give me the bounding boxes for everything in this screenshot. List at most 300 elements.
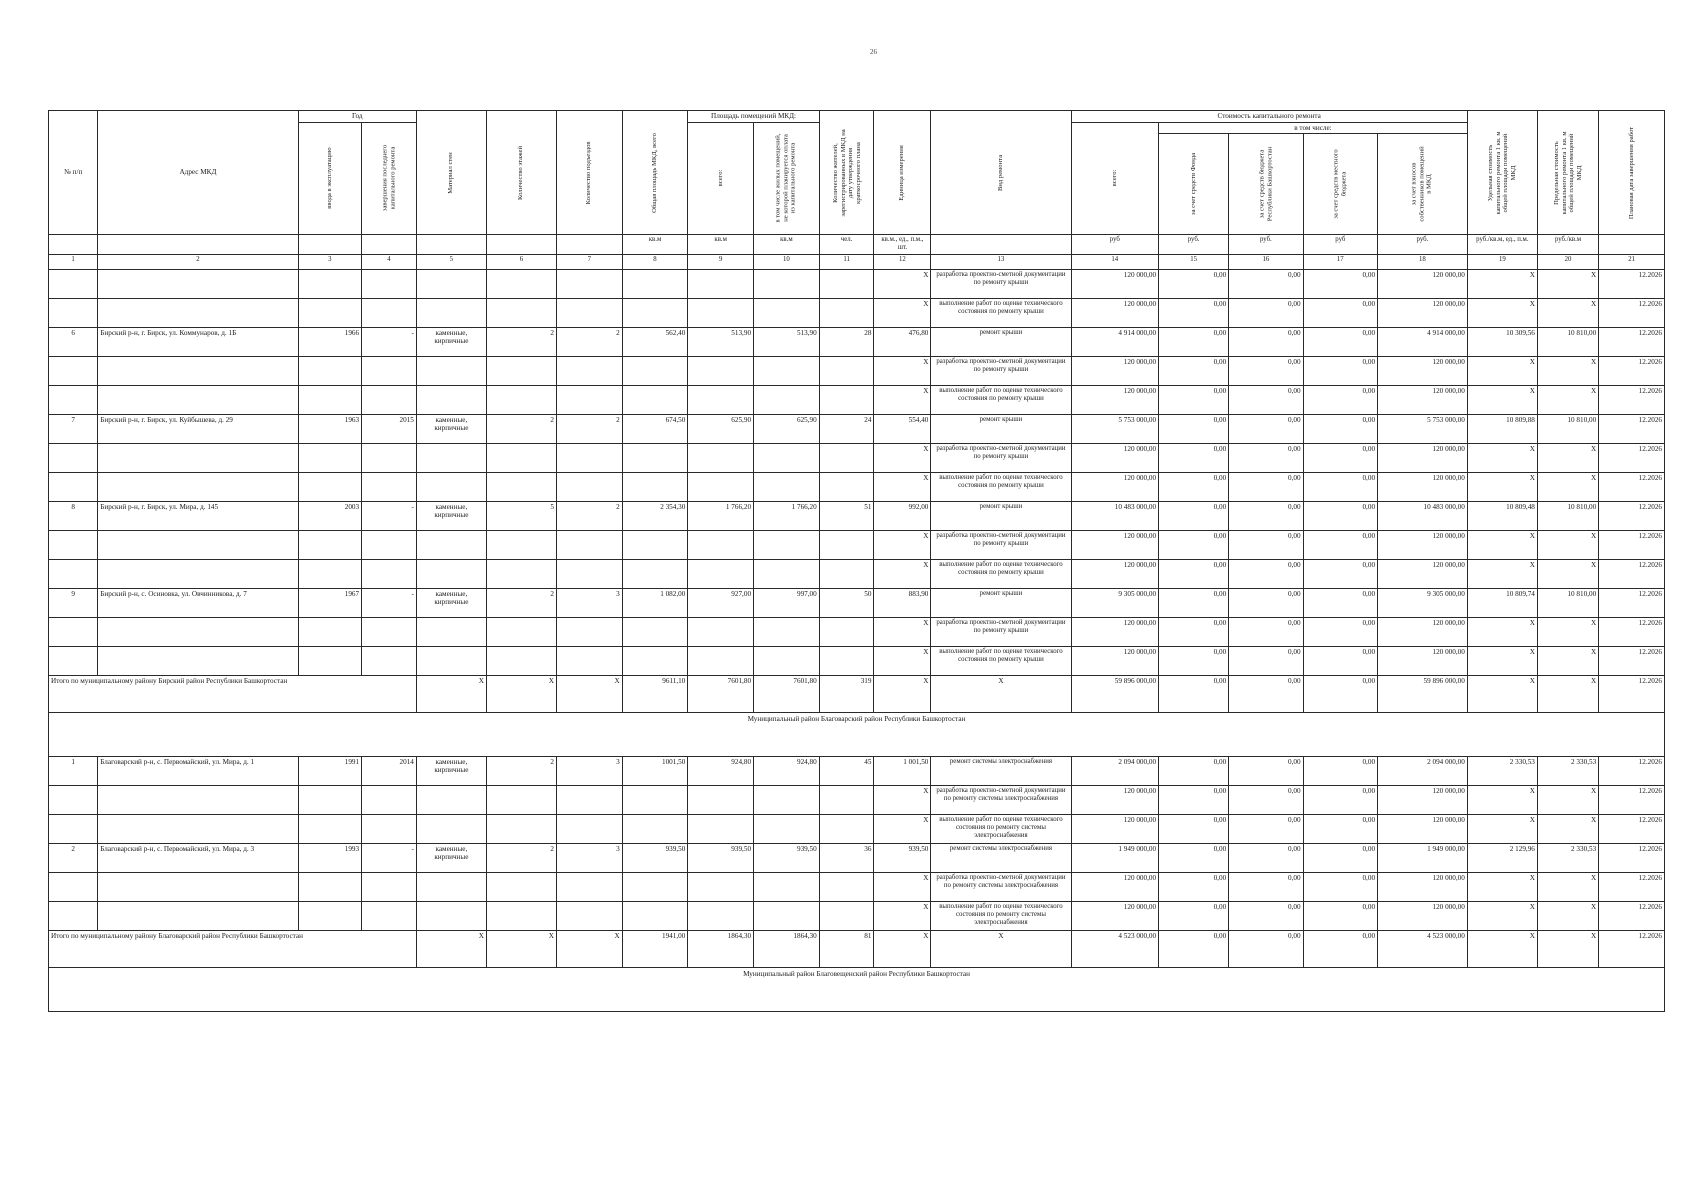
cell-cost-total: 120 000,00	[1071, 472, 1159, 501]
cell-cost-fund: 0,00	[1159, 930, 1229, 967]
cell-cost-total: 120 000,00	[1071, 443, 1159, 472]
table-row-building	[49, 756, 1665, 785]
cell-cost-local: руб	[1303, 235, 1377, 254]
table-row-subwork	[49, 472, 1665, 501]
cell-cost-fund: 0,00	[1159, 559, 1229, 588]
cell-entrances: X	[556, 930, 622, 967]
cell-floors	[486, 298, 556, 327]
cell-plan-date: 12.2026	[1599, 530, 1665, 559]
cell-premises-repair	[754, 559, 820, 588]
cell-num: 7	[49, 414, 98, 443]
cell-entrances	[556, 814, 622, 843]
cell-cost-owners: 120 000,00	[1378, 814, 1468, 843]
cell-cost-local: 0,00	[1303, 814, 1377, 843]
cell-year-commission	[298, 235, 361, 254]
cell-total-area: 1941,00	[622, 930, 688, 967]
cell-unit-cost: X	[1467, 385, 1537, 414]
table-row-subwork	[49, 901, 1665, 930]
page-number: 26	[870, 48, 877, 56]
cell-year-commission	[298, 356, 361, 385]
header-floors: Количество этажей	[486, 111, 556, 235]
cell-cost-fund: 0,00	[1159, 872, 1229, 901]
cell-premises-total: кв.м	[688, 235, 754, 254]
cell-year-commission	[298, 443, 361, 472]
cell-cost-owners: 120 000,00	[1378, 356, 1468, 385]
cell-cost-total: 120 000,00	[1071, 646, 1159, 675]
cell-repair-type: ремонт крыши	[931, 588, 1071, 617]
cell-cost-fund: 0,00	[1159, 588, 1229, 617]
cell-entrances	[556, 901, 622, 930]
cell-premises-total	[688, 298, 754, 327]
cell-cost-total: 120 000,00	[1071, 559, 1159, 588]
cell-unit: X	[874, 675, 931, 712]
cell-year-commission	[298, 385, 361, 414]
cell-limit-cost: X	[1537, 901, 1598, 930]
cell-num	[49, 385, 98, 414]
cell-floors: 2	[486, 327, 556, 356]
cell-unit: X	[874, 269, 931, 298]
cell-address	[98, 356, 298, 385]
cell-premises-total	[688, 530, 754, 559]
cell-year-last-repair	[362, 559, 417, 588]
cell-premises-repair	[754, 443, 820, 472]
cell-unit-cost: X	[1467, 646, 1537, 675]
cell-cost-local: 0,00	[1303, 269, 1377, 298]
cell-cost-republic: 0,00	[1229, 930, 1303, 967]
header-total-area: Общая площадь МКД, всего	[622, 111, 688, 235]
cell-cost-total: 5 753 000,00	[1071, 414, 1159, 443]
cell-cost-owners: 10 483 000,00	[1378, 501, 1468, 530]
table-row-total	[49, 675, 1665, 712]
cell-cost-local: 0,00	[1303, 930, 1377, 967]
cell-floors: 2	[486, 588, 556, 617]
cell-repair-type: разработка проектно-сметной документации по ремонту крыши	[931, 356, 1071, 385]
capital-repair-table	[48, 110, 1665, 1012]
cell-premises-repair: 924,80	[754, 756, 820, 785]
cell-entrances: X	[556, 675, 622, 712]
cell-plan-date: 12.2026	[1599, 269, 1665, 298]
cell-year-commission	[298, 472, 361, 501]
cell-premises-total	[688, 646, 754, 675]
cell-total-area	[622, 443, 688, 472]
cell-repair-type: выполнение работ по оценке технического состояния по ремонту крыши	[931, 646, 1071, 675]
cell-premises-total: 924,80	[688, 756, 754, 785]
cell-limit-cost: X	[1537, 443, 1598, 472]
cell-limit-cost: X	[1537, 646, 1598, 675]
cell-cost-owners: 120 000,00	[1378, 901, 1468, 930]
table-row-building	[49, 327, 1665, 356]
cell-limit-cost: X	[1537, 675, 1598, 712]
cell-year-last-repair	[362, 646, 417, 675]
cell-plan-date: 12.2026	[1599, 872, 1665, 901]
cell-num	[49, 472, 98, 501]
cell-residents: чел.	[819, 235, 874, 254]
cell-cost-owners: 120 000,00	[1378, 385, 1468, 414]
cell-cost-local: 0,00	[1303, 901, 1377, 930]
cell-cost-owners: 1 949 000,00	[1378, 843, 1468, 872]
cell-year-last-repair: 2014	[362, 756, 417, 785]
cell-cost-local: 17	[1303, 254, 1377, 269]
cell-residents: 319	[819, 675, 874, 712]
cell-cost-owners: 4 523 000,00	[1378, 930, 1468, 967]
cell-total-area	[622, 356, 688, 385]
cell-residents: 51	[819, 501, 874, 530]
header-year-commission: ввода в эксплуатацию	[298, 122, 361, 235]
cell-address	[98, 646, 298, 675]
cell-entrances	[556, 559, 622, 588]
cell-limit-cost: X	[1537, 930, 1598, 967]
cell-num	[49, 530, 98, 559]
cell-floors	[486, 385, 556, 414]
cell-cost-owners: 9 305 000,00	[1378, 588, 1468, 617]
cell-floors	[486, 617, 556, 646]
header-wall-material: Материал стен	[416, 111, 486, 235]
cell-plan-date: 12.2026	[1599, 785, 1665, 814]
cell-repair-type: выполнение работ по оценке технического состояния по ремонту крыши	[931, 298, 1071, 327]
cell-cost-republic: 0,00	[1229, 385, 1303, 414]
cell-unit-cost: X	[1467, 675, 1537, 712]
cell-cost-local: 0,00	[1303, 646, 1377, 675]
cell-residents	[819, 814, 874, 843]
cell-total-area: 1 082,00	[622, 588, 688, 617]
cell-limit-cost: 2 330,53	[1537, 843, 1598, 872]
cell-premises-repair: кв.м	[754, 235, 820, 254]
cell-entrances	[556, 785, 622, 814]
table-row-subwork	[49, 269, 1665, 298]
cell-unit: 883,90	[874, 588, 931, 617]
table-row-subwork	[49, 385, 1665, 414]
cell-unit-cost: 10 809,74	[1467, 588, 1537, 617]
cell-residents	[819, 443, 874, 472]
table-row-subwork	[49, 356, 1665, 385]
cell-limit-cost: 10 810,00	[1537, 414, 1598, 443]
cell-premises-total: 9	[688, 254, 754, 269]
cell-total-area: кв.м	[622, 235, 688, 254]
section-heading-row	[49, 967, 1665, 1011]
table-row-building	[49, 414, 1665, 443]
cell-cost-owners: 120 000,00	[1378, 872, 1468, 901]
cell-address	[98, 235, 298, 254]
cell-num	[49, 901, 98, 930]
cell-num	[49, 785, 98, 814]
cell-unit-cost: X	[1467, 814, 1537, 843]
total-label: Итого по муниципальному району Благоварский район Республики Башкортостан	[49, 930, 417, 967]
cell-address	[98, 901, 298, 930]
cell-address	[98, 443, 298, 472]
cell-cost-local: 0,00	[1303, 298, 1377, 327]
cell-year-last-repair: 4	[362, 254, 417, 269]
cell-cost-total: 120 000,00	[1071, 269, 1159, 298]
cell-residents: 50	[819, 588, 874, 617]
cell-cost-owners: 120 000,00	[1378, 269, 1468, 298]
cell-wall-material: каменные, кирпичные	[416, 501, 486, 530]
cell-premises-total	[688, 356, 754, 385]
cell-cost-fund: 0,00	[1159, 501, 1229, 530]
cell-address: Благоварский р-н, с. Первомайский, ул. Мира, д. 3	[98, 843, 298, 872]
cell-entrances	[556, 617, 622, 646]
cell-unit: X	[874, 443, 931, 472]
cell-total-area: 562,40	[622, 327, 688, 356]
cell-cost-fund: 0,00	[1159, 414, 1229, 443]
cell-residents	[819, 530, 874, 559]
cell-premises-repair: 939,50	[754, 843, 820, 872]
cell-premises-repair	[754, 530, 820, 559]
header-row-1	[49, 111, 1665, 123]
cell-unit-cost: X	[1467, 269, 1537, 298]
cell-limit-cost: X	[1537, 269, 1598, 298]
section-heading: Муниципальный район Благовещенский район Республики Башкортостан	[49, 967, 1665, 1011]
cell-year-commission	[298, 298, 361, 327]
cell-cost-owners: 120 000,00	[1378, 530, 1468, 559]
table-row-subwork	[49, 617, 1665, 646]
cell-premises-total: 939,50	[688, 843, 754, 872]
cell-total-area	[622, 472, 688, 501]
cell-premises-total	[688, 385, 754, 414]
cell-premises-total	[688, 785, 754, 814]
cell-unit-cost: X	[1467, 472, 1537, 501]
cell-unit: X	[874, 472, 931, 501]
cell-address	[98, 872, 298, 901]
cell-cost-fund: 0,00	[1159, 443, 1229, 472]
cell-unit-cost: 10 809,88	[1467, 414, 1537, 443]
header-address: Адрес МКД	[98, 111, 298, 235]
cell-address: Бирский р-н, г. Бирск, ул. Куйбышева, д. 29	[98, 414, 298, 443]
cell-repair-type: разработка проектно-сметной документации по ремонту крыши	[931, 530, 1071, 559]
cell-residents	[819, 559, 874, 588]
table-body	[49, 111, 1665, 1012]
cell-address: Благоварский р-н, с. Первомайский, ул. Мира, д. 1	[98, 756, 298, 785]
cell-year-last-repair	[362, 530, 417, 559]
cell-floors	[486, 559, 556, 588]
cell-cost-total: 120 000,00	[1071, 814, 1159, 843]
cell-unit-cost: 2 330,53	[1467, 756, 1537, 785]
cell-address: Бирский р-н, г. Бирск, ул. Мира, д. 145	[98, 501, 298, 530]
cell-entrances: 2	[556, 414, 622, 443]
cell-num: 6	[49, 327, 98, 356]
cell-residents	[819, 472, 874, 501]
cell-premises-total	[688, 872, 754, 901]
table-row-subwork	[49, 530, 1665, 559]
cell-cost-republic: 0,00	[1229, 443, 1303, 472]
cell-total-area	[622, 785, 688, 814]
cell-residents	[819, 298, 874, 327]
cell-cost-fund: 0,00	[1159, 385, 1229, 414]
cell-entrances	[556, 385, 622, 414]
cell-premises-total	[688, 269, 754, 298]
cell-address	[98, 559, 298, 588]
cell-cost-owners: 120 000,00	[1378, 559, 1468, 588]
cell-residents: 45	[819, 756, 874, 785]
cell-wall-material: каменные, кирпичные	[416, 843, 486, 872]
cell-cost-total: 120 000,00	[1071, 385, 1159, 414]
cell-total-area	[622, 269, 688, 298]
cell-premises-repair: 997,00	[754, 588, 820, 617]
cell-cost-total: 9 305 000,00	[1071, 588, 1159, 617]
cell-num: 8	[49, 501, 98, 530]
cell-cost-owners: 120 000,00	[1378, 646, 1468, 675]
section-heading: Муниципальный район Благоварский район Республики Башкортостан	[49, 712, 1665, 756]
cell-wall-material	[416, 356, 486, 385]
cell-cost-owners: 120 000,00	[1378, 785, 1468, 814]
cell-cost-local: 0,00	[1303, 675, 1377, 712]
cell-unit: 12	[874, 254, 931, 269]
cell-cost-republic: 0,00	[1229, 756, 1303, 785]
cell-repair-type: ремонт крыши	[931, 414, 1071, 443]
cell-repair-type: ремонт системы электроснабжения	[931, 843, 1071, 872]
header-cost-incl: в том числе:	[1159, 122, 1468, 134]
cell-floors: 2	[486, 756, 556, 785]
cell-year-commission	[298, 559, 361, 588]
cell-cost-republic: 0,00	[1229, 617, 1303, 646]
cell-premises-total	[688, 559, 754, 588]
cell-residents: 36	[819, 843, 874, 872]
cell-year-commission	[298, 530, 361, 559]
cell-repair-type: ремонт крыши	[931, 327, 1071, 356]
cell-num	[49, 443, 98, 472]
cell-plan-date: 12.2026	[1599, 298, 1665, 327]
table-row-subwork	[49, 872, 1665, 901]
table-row-subwork	[49, 443, 1665, 472]
cell-unit: 992,00	[874, 501, 931, 530]
cell-cost-republic: 0,00	[1229, 298, 1303, 327]
cell-cost-total: 120 000,00	[1071, 785, 1159, 814]
cell-cost-republic: 0,00	[1229, 269, 1303, 298]
cell-cost-total: 59 896 000,00	[1071, 675, 1159, 712]
cell-address: Бирский р-н, с. Осиновка, ул. Овчинникова, д. 7	[98, 588, 298, 617]
cell-floors	[486, 785, 556, 814]
cell-cost-fund: 0,00	[1159, 646, 1229, 675]
cell-num	[49, 298, 98, 327]
cell-floors	[486, 443, 556, 472]
cell-limit-cost: X	[1537, 559, 1598, 588]
cell-num	[49, 235, 98, 254]
cell-total-area: 1001,50	[622, 756, 688, 785]
cell-plan-date: 12.2026	[1599, 901, 1665, 930]
cell-entrances	[556, 530, 622, 559]
cell-premises-total: 1864,30	[688, 930, 754, 967]
cell-entrances: 3	[556, 756, 622, 785]
cell-cost-total: 120 000,00	[1071, 901, 1159, 930]
cell-plan-date: 12.2026	[1599, 472, 1665, 501]
table-row-subwork	[49, 298, 1665, 327]
cell-cost-owners: 120 000,00	[1378, 298, 1468, 327]
cell-year-commission	[298, 617, 361, 646]
total-label: Итого по муниципальному району Бирский район Республики Башкортостан	[49, 675, 417, 712]
cell-floors	[486, 269, 556, 298]
cell-residents: 11	[819, 254, 874, 269]
cell-year-commission: 1993	[298, 843, 361, 872]
cell-floors	[486, 872, 556, 901]
header-num: № п/п	[49, 111, 98, 235]
cell-entrances	[556, 472, 622, 501]
cell-cost-local: 0,00	[1303, 559, 1377, 588]
cell-wall-material: X	[416, 675, 486, 712]
cell-limit-cost: X	[1537, 356, 1598, 385]
cell-residents	[819, 872, 874, 901]
cell-plan-date: 12.2026	[1599, 327, 1665, 356]
cell-cost-local: 0,00	[1303, 872, 1377, 901]
cell-year-last-repair	[362, 814, 417, 843]
cell-cost-republic: 0,00	[1229, 785, 1303, 814]
cell-cost-fund: руб.	[1159, 235, 1229, 254]
cell-num	[49, 269, 98, 298]
cell-year-last-repair	[362, 872, 417, 901]
cell-unit-cost: X	[1467, 443, 1537, 472]
cell-num: 9	[49, 588, 98, 617]
cell-floors	[486, 235, 556, 254]
cell-repair-type: ремонт системы электроснабжения	[931, 756, 1071, 785]
cell-entrances: 7	[556, 254, 622, 269]
cell-entrances	[556, 872, 622, 901]
cell-entrances	[556, 298, 622, 327]
cell-plan-date: 12.2026	[1599, 756, 1665, 785]
cell-cost-fund: 0,00	[1159, 617, 1229, 646]
cell-address	[98, 385, 298, 414]
cell-cost-total: 4 523 000,00	[1071, 930, 1159, 967]
cell-year-commission: 1991	[298, 756, 361, 785]
cell-cost-owners: 120 000,00	[1378, 617, 1468, 646]
cell-repair-type: разработка проектно-сметной документации по ремонту крыши	[931, 269, 1071, 298]
cell-unit-cost: X	[1467, 559, 1537, 588]
cell-premises-repair	[754, 617, 820, 646]
cell-plan-date: 12.2026	[1599, 814, 1665, 843]
cell-total-area: 9611,10	[622, 675, 688, 712]
cell-wall-material	[416, 646, 486, 675]
header-year-group: Год	[298, 111, 416, 123]
cell-repair-type: разработка проектно-сметной документации по ремонту крыши	[931, 617, 1071, 646]
cell-cost-owners: 120 000,00	[1378, 472, 1468, 501]
cell-wall-material: каменные, кирпичные	[416, 327, 486, 356]
cell-cost-fund: 0,00	[1159, 901, 1229, 930]
cell-premises-total	[688, 443, 754, 472]
cell-repair-type: выполнение работ по оценке технического состояния по ремонту системы электроснабжения	[931, 901, 1071, 930]
cell-year-last-repair	[362, 298, 417, 327]
cell-year-last-repair	[362, 385, 417, 414]
cell-year-commission	[298, 872, 361, 901]
cell-unit: X	[874, 785, 931, 814]
cell-plan-date: 12.2026	[1599, 501, 1665, 530]
cell-floors	[486, 901, 556, 930]
cell-floors	[486, 472, 556, 501]
header-year-last-repair: завершения последнего капитального ремонта	[362, 122, 417, 235]
cell-unit: 476,80	[874, 327, 931, 356]
cell-repair-type: X	[931, 930, 1071, 967]
cell-limit-cost: X	[1537, 617, 1598, 646]
column-numbers-row	[49, 254, 1665, 269]
cell-year-last-repair	[362, 235, 417, 254]
table-row-building	[49, 588, 1665, 617]
cell-limit-cost: X	[1537, 814, 1598, 843]
cell-cost-fund: 0,00	[1159, 785, 1229, 814]
cell-year-commission	[298, 269, 361, 298]
cell-repair-type: разработка проектно-сметной документации по ремонту системы электроснабжения	[931, 872, 1071, 901]
cell-year-last-repair: -	[362, 843, 417, 872]
cell-cost-local: 0,00	[1303, 530, 1377, 559]
cell-wall-material	[416, 298, 486, 327]
cell-unit-cost: X	[1467, 930, 1537, 967]
cell-cost-fund: 0,00	[1159, 472, 1229, 501]
cell-cost-republic: 0,00	[1229, 414, 1303, 443]
cell-total-area: 939,50	[622, 843, 688, 872]
cell-cost-republic: 0,00	[1229, 559, 1303, 588]
cell-num	[49, 617, 98, 646]
cell-floors	[486, 814, 556, 843]
cell-unit-cost: X	[1467, 530, 1537, 559]
cell-entrances	[556, 269, 622, 298]
cell-premises-repair	[754, 872, 820, 901]
cell-cost-republic: 0,00	[1229, 843, 1303, 872]
cell-cost-republic: 0,00	[1229, 675, 1303, 712]
